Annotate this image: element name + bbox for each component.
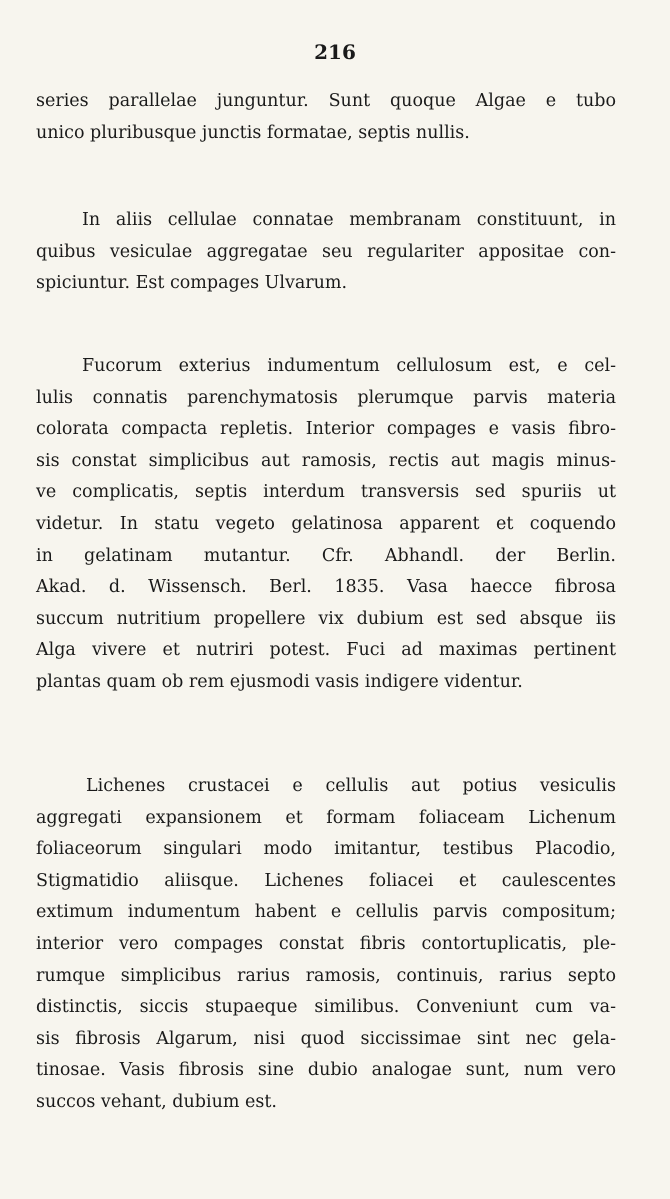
text-line: succum nutritium propellere vix dubium est sed absque iis xyxy=(36,608,616,629)
text-line: plantas quam ob rem ejusmodi vasis indigere videntur. xyxy=(36,671,523,692)
text-line: Stigmatidio aliisque. Lichenes foliacei et caulescentes xyxy=(36,870,616,891)
text-line: interior vero compages constat fibris contortuplicatis, ple- xyxy=(36,933,616,954)
text-line: sis fibrosis Algarum, nisi quod siccissimae sint nec gela- xyxy=(36,1028,616,1049)
paragraph-2 xyxy=(36,205,616,300)
text-line: colorata compacta repletis. Interior compages e vasis fibro- xyxy=(36,419,616,440)
text-line: foliaceorum singulari modo imitantur, testibus Placodio, xyxy=(36,839,616,860)
text-line: Lichenes crustacei e cellulis aut potius vesiculis xyxy=(86,776,616,796)
text-line: lulis connatis parenchymatosis plerumque parvis materia xyxy=(36,387,616,408)
text-line: extimum indumentum habent e cellulis parvis compositum; xyxy=(36,902,616,923)
text-line: Akad. d. Wissensch. Berl. 1835. Vasa haecce fibrosa xyxy=(36,577,616,598)
text-line: tinosae. Vasis fibrosis sine dubio analogae sunt, num vero xyxy=(36,1060,616,1081)
text-line: spiciuntur. Est compages Ulvarum. xyxy=(36,273,348,294)
text-line: in gelatinam mutantur. Cfr. Abhandl. der Berlin. xyxy=(36,545,616,566)
text-line: aggregati expansionem et formam foliaceam Lichenum xyxy=(36,807,616,828)
text-line: videtur. In statu vegeto gelatinosa apparent et coquendo xyxy=(36,513,616,534)
text-line: succos vehant, dubium est. xyxy=(36,1091,277,1112)
page-number: 216 xyxy=(314,40,356,64)
text-line: sis constat simplicibus aut ramosis, rectis aut magis minus- xyxy=(36,450,616,471)
text-line: rumque simplicibus rarius ramosis, continuis, rarius septo xyxy=(36,965,616,986)
paragraph-4 xyxy=(36,771,616,1119)
text-line: ve complicatis, septis interdum transversis sed spuriis ut xyxy=(36,482,616,503)
text-line: unico pluribusque junctis formatae, septis nullis. xyxy=(36,122,470,143)
text-line: Alga vivere et nutriri potest. Fuci ad maximas pertinent xyxy=(36,640,616,661)
paragraph-1 xyxy=(36,86,616,149)
text-line: In aliis cellulae connatae membranam constituunt, in xyxy=(82,210,616,230)
text-line: series parallelae junguntur. Sunt quoque Algae e tubo xyxy=(36,91,616,111)
paragraph-3 xyxy=(36,351,616,699)
text-line: quibus vesiculae aggregatae seu regulariter appositae con- xyxy=(36,241,616,262)
text-line: distinctis, siccis stupaeque similibus. Conveniunt cum va- xyxy=(36,997,616,1018)
text-line: Fucorum exterius indumentum cellulosum est, e cel- xyxy=(82,356,616,376)
